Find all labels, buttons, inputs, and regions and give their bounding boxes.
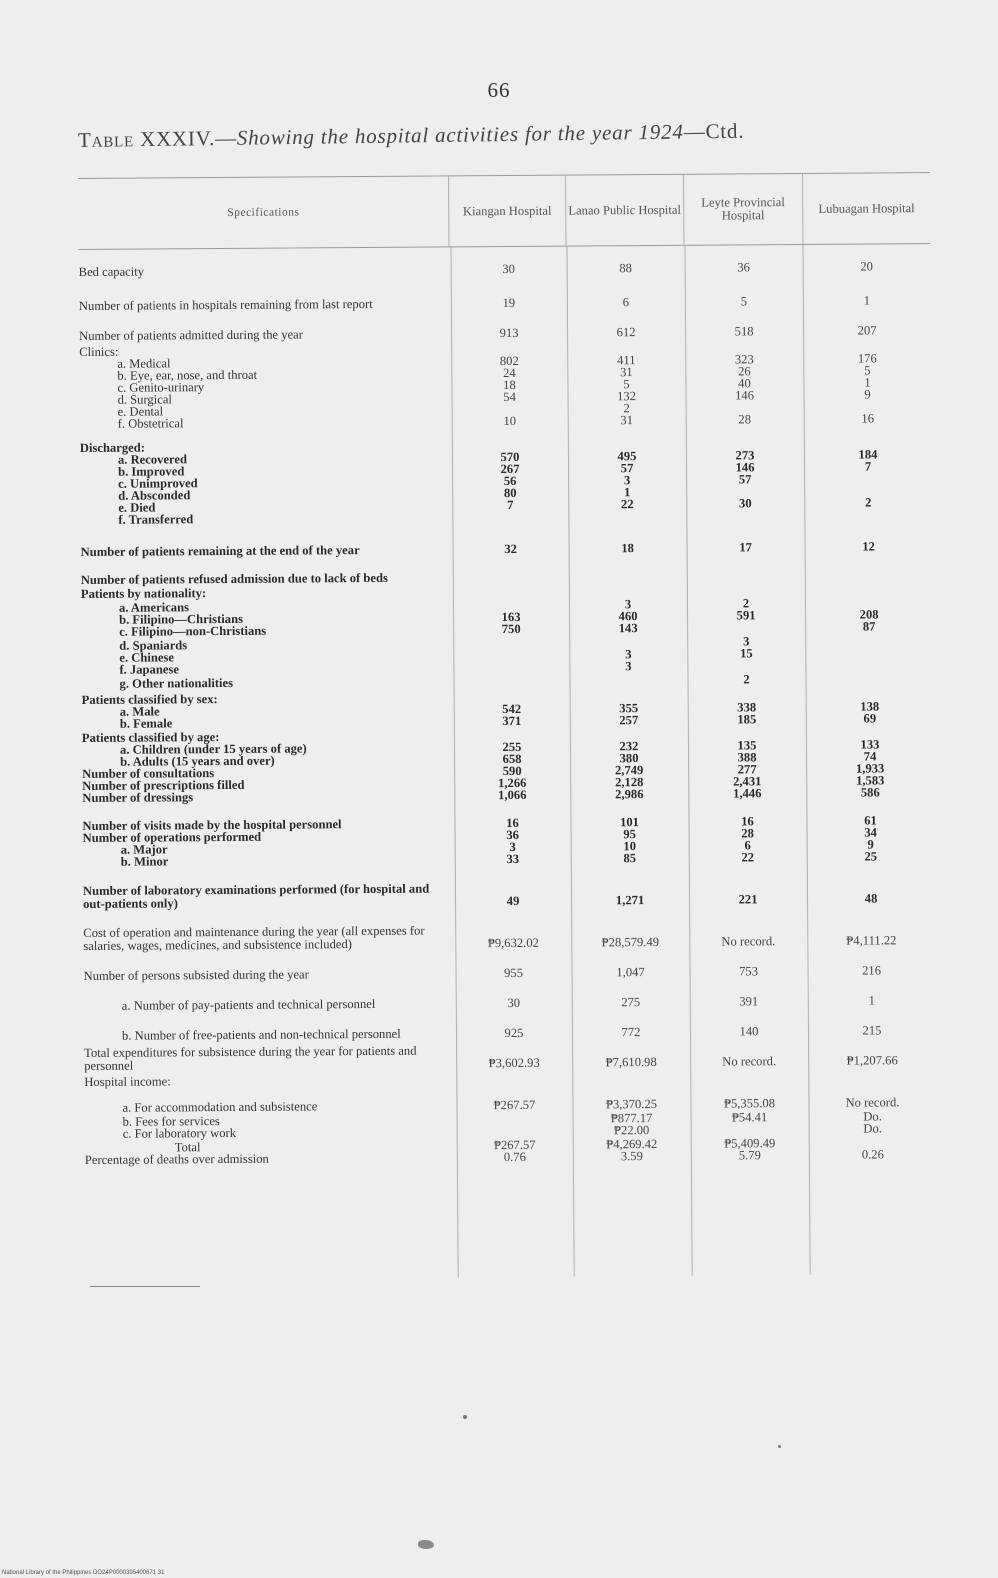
row-value: 1,446 [733,785,762,801]
row-value: No record. [722,1053,777,1069]
row-value: 2 [865,495,872,510]
row-specification: b. Improved [117,463,185,479]
paper-speck [778,1445,781,1448]
row-value: 5 [864,363,871,378]
row-value [569,582,687,583]
row-value [456,1085,572,1086]
row-value: 275 [621,994,641,1009]
row-value: 9 [864,387,871,402]
row-specification: a. Children (under 15 years of age) [119,741,307,757]
row-value [572,1084,690,1085]
row-specification: Total [174,1139,201,1154]
row-specification: Patients by nationality: [80,585,207,601]
row-value: 176 [857,351,877,366]
row-value: 1,066 [498,787,527,802]
row-value: 143 [618,620,638,635]
row-value: ₱28,579.49 [601,934,660,949]
row-value: 495 [617,448,637,463]
row-value: 570 [500,449,520,464]
header-lanao-public-hospital: Lanao Public Hospital [565,175,684,246]
row-value: 323 [734,351,754,367]
row-value: ₱54.41 [731,1109,768,1125]
row-value [686,521,804,522]
row-value: 273 [735,447,755,463]
row-specification: b. Female [119,715,173,731]
row-value: 15 [739,645,753,660]
row-value: 3 [625,646,632,661]
row-value: 2,128 [615,774,644,789]
row-value: 17 [739,539,752,554]
row-specification: c. Unimproved [118,475,198,491]
row-value: 3 [624,596,632,611]
row-value: 5 [740,293,748,308]
row-specification: Patients classified by age: [81,729,220,745]
row-value: 85 [623,850,637,865]
row-value: 518 [734,323,754,339]
row-value: 135 [737,737,757,753]
row-value: 208 [859,607,879,622]
row-value: 101 [620,814,639,829]
header-kiangan-hospital: Kiangan Hospital [448,176,565,247]
row-specification: a. Americans [118,599,190,615]
row-value: 34 [864,825,877,840]
row-value [570,686,688,687]
row-value: 19 [502,295,516,310]
row-value: 18 [621,540,634,555]
row-value: No record. [721,933,776,949]
row-value: 32 [504,541,517,556]
row-value: 232 [619,738,639,753]
header-lubuagan-hospital: Lubuagan Hospital [802,173,931,244]
row-specification: a. Number of pay-patients and technical personnel [121,996,376,1013]
row-value: 1 [864,375,871,390]
row-value [568,522,686,523]
row-value: 184 [858,447,878,462]
row-value: 31 [620,364,633,379]
row-value: 132 [617,388,637,403]
row-value: 10 [503,413,517,428]
row-specification: e. Chinese [119,649,174,665]
row-value: 6 [622,294,630,309]
table-title-suffix: —Ctd. [683,118,745,144]
row-value [805,670,933,671]
row-value: ₱877.17 [610,1110,653,1125]
row-value: 16 [861,411,875,426]
row-value: 185 [737,711,757,727]
row-specification: Number of operations performed [82,829,262,845]
row-specification: b. Adults (15 years and over) [120,753,275,769]
row-value: 74 [863,749,877,764]
row-specification: a. Male [119,704,160,719]
row-specification: a. Medical [117,355,171,371]
row-value: 612 [616,324,636,339]
row-value: 3.59 [620,1148,643,1163]
row-value: 255 [502,739,522,754]
table-description: Showing the hospital activities for the year 1924 [236,119,684,150]
row-value: 3 [623,472,631,487]
row-value: 591 [736,607,756,623]
hospital-activities-table [78,172,938,1280]
row-value: ₱3,602.93 [488,1055,540,1070]
row-value: 772 [621,1024,641,1039]
row-value: 2 [623,400,630,415]
row-value: 22 [620,496,634,511]
table-label: Table XXXIV.— [77,125,237,152]
row-value: 3 [625,658,632,673]
row-value: 1,583 [856,772,885,788]
paper-speck [418,1540,434,1549]
row-value: ₱1,207.66 [846,1052,898,1068]
row-value: 40 [738,375,751,390]
row-value [690,1083,808,1084]
row-value: 3 [743,633,750,648]
row-specification: c. For laboratory work [122,1125,237,1141]
row-value: 1 [868,993,875,1008]
row-specification: f. Japanese [119,661,179,677]
row-value: 0.26 [861,1146,884,1162]
paper-speck [463,1415,467,1419]
row-specification: b. Number of free-patients and non-technical personnel [121,1026,401,1043]
row-value: 6 [744,837,751,852]
row-value: ₱22.00 [613,1122,650,1137]
row-value [805,594,933,595]
row-value [805,580,933,581]
row-specification: Bed capacity [78,264,145,279]
row-value: 750 [501,621,521,636]
row-specification: Total expenditures for subsistence during the year for patients and personnel [84,1043,417,1073]
row-value: 955 [504,965,524,980]
row-value: 56 [503,473,517,488]
row-value: 30 [738,495,752,510]
row-specification: b. Minor [120,853,169,869]
row-value [453,673,569,674]
row-specification: Number of dressings [82,789,194,805]
row-specification: g. Other nationalities [119,675,234,691]
row-specification: d. Surgical [117,391,172,407]
row-value: 146 [735,459,755,475]
row-value: 18 [503,377,516,392]
row-value: 10 [623,838,637,853]
row-specification: a. Recovered [117,451,188,467]
row-value: 257 [619,712,639,727]
row-value: 87 [862,619,876,634]
row-value: 460 [618,608,638,623]
row-value: 1,271 [615,892,645,907]
row-value: 2,986 [615,786,644,801]
row-value: 586 [860,785,880,800]
row-value: 95 [623,826,636,841]
row-value: 28 [738,411,752,426]
row-value: 36 [737,259,750,274]
row-specification: Hospital income: [84,1073,171,1089]
library-credit: National Library of the Philippines DO24P0000395400671 31 [2,1570,165,1576]
row-specification: f. Obstetrical [117,415,184,431]
row-value [453,597,569,598]
row-value: 277 [737,761,757,777]
row-specification: Number of consultations [82,765,215,781]
row-specification: Number of patients admitted during the year [79,327,303,343]
row-value: 2 [742,595,750,610]
row-value [808,1082,936,1083]
row-value: 2,749 [614,762,644,777]
row-value: 590 [502,763,522,778]
row-specification: Number of persons subsisted during the year [83,967,309,983]
row-value: 216 [862,963,882,978]
row-value: 1,266 [498,775,527,790]
row-value: ₱7,610.98 [605,1054,657,1069]
row-specification: f. Transferred [118,511,194,527]
row-value [453,583,569,584]
row-value: 163 [501,609,521,624]
row-value: 138 [860,699,880,714]
page-number: 66 [487,78,511,102]
row-value: 33 [506,851,520,866]
row-value: 30 [507,995,521,1010]
row-value: 9 [867,837,874,852]
row-value: 267 [500,461,520,476]
table-title [78,116,918,153]
row-specification: c. Genito-urinary [117,379,205,395]
row-value: ₱5,355.08 [723,1095,776,1111]
row-value: ₱3,370.25 [605,1096,658,1111]
row-value: 24 [503,365,516,380]
row-specification: Patients classified by sex: [81,691,218,707]
row-specification: c. Filipino—non-Christians [119,623,267,639]
row-value [687,581,805,582]
row-value: 913 [499,325,519,340]
row-value: 0.76 [503,1149,526,1164]
row-value: 61 [864,813,877,828]
row-value: 2,431 [733,773,762,789]
row-value: 57 [620,460,634,475]
row-value: 48 [864,891,878,906]
row-value: 133 [860,737,880,752]
row-value: 16 [741,813,754,828]
row-value: 146 [735,387,755,403]
row-value: 2 [743,671,750,686]
row-value: 355 [619,700,639,715]
row-value: 49 [506,893,520,908]
row-value: 1,047 [616,964,645,979]
row-value: 54 [503,389,516,404]
row-value: Do. [863,1121,882,1136]
row-value: ₱9,632.02 [487,935,539,950]
row-value: 753 [739,963,759,978]
row-value: ₱5,409.49 [724,1135,776,1151]
row-value: 57 [738,471,752,486]
row-value: No record. [845,1094,900,1110]
row-specification: d. Spaniards [119,637,188,653]
row-value: 388 [737,749,757,765]
row-specification: e. Dental [117,404,164,419]
row-value: 5 [623,376,630,391]
row-value: 221 [738,891,758,906]
footer-rule [90,1286,200,1287]
row-value: ₱4,111.22 [846,932,897,948]
row-value: 1,933 [855,760,885,776]
row-value: ₱4,269.42 [606,1136,658,1151]
row-specification: a. Major [120,841,168,857]
row-value: 1 [623,484,631,499]
header-leyte-provincial-hospital: Leyte Provincial Hospital [683,174,802,245]
row-value: 207 [857,323,877,338]
row-value: 338 [737,699,757,715]
row-value: 658 [502,751,522,766]
row-specification: Number of patients refused admission due to lack of beds [80,570,388,587]
row-specification: b. Filipino—Christians [119,611,244,627]
row-value: Do. [863,1109,882,1124]
row-value: 25 [864,849,878,864]
row-specification: Number of patients remaining at the end of the year [80,542,360,559]
row-value: 215 [862,1023,882,1038]
row-value [454,687,570,688]
row-value: 80 [503,485,517,500]
row-specification: Cost of operation and maintenance during the year (all expenses for salaries, wages, medicines, and subsistence included) [83,923,425,953]
table-row [83,908,935,952]
row-value: ₱267.57 [493,1097,536,1112]
header-specifications: Specifications [227,205,300,219]
row-specification: a. For accommodation and subsistence [122,1098,318,1115]
row-value [804,520,932,521]
row-specification: Number of visits made by the hospital personnel [82,816,342,833]
row-specification: Number of laboratory examinations performed (for hospital and out-patients only) [82,881,430,911]
row-specification: Discharged: [79,440,145,455]
table-header [78,172,930,250]
row-value [452,523,568,524]
row-value: 1 [863,293,871,308]
row-specification: e. Died [118,500,156,515]
row-specification: Percentage of deaths over admission [84,1151,269,1167]
row-value: 391 [739,993,759,1008]
row-value: 3 [509,839,516,854]
row-value: 88 [619,260,632,275]
row-value: 26 [738,363,751,378]
row-value: 802 [499,353,519,368]
row-value: 36 [506,827,519,842]
row-value: 7 [507,497,514,512]
row-value: 380 [619,750,639,765]
row-value: 69 [863,711,877,726]
table-body [79,244,938,1280]
row-specification: b. Fees for services [122,1113,220,1129]
row-specification: Clinics: [79,344,119,359]
row-value: 411 [617,352,636,367]
row-value: 140 [739,1023,759,1038]
row-value: 542 [502,701,522,716]
row-specification: b. Eye, ear, nose, and throat [117,367,258,383]
row-value: ₱267.57 [493,1137,536,1152]
row-value: 30 [502,261,515,276]
row-value: 12 [862,539,875,554]
row-value: 22 [741,849,755,864]
row-value: 31 [620,412,634,427]
row-specification: Number of patients in hospitals remaining from last report [78,296,373,313]
row-value: 20 [860,259,873,274]
table-row [83,866,935,910]
row-specification: d. Absconded [118,487,191,503]
row-value [806,684,934,685]
row-value: 28 [741,825,754,840]
row-value: 5.79 [738,1147,761,1163]
row-value: 16 [506,815,519,830]
row-value: 7 [864,459,872,474]
row-specification: Number of prescriptions filled [82,777,245,793]
row-value: 925 [504,1025,524,1040]
row-value: 371 [502,713,522,728]
